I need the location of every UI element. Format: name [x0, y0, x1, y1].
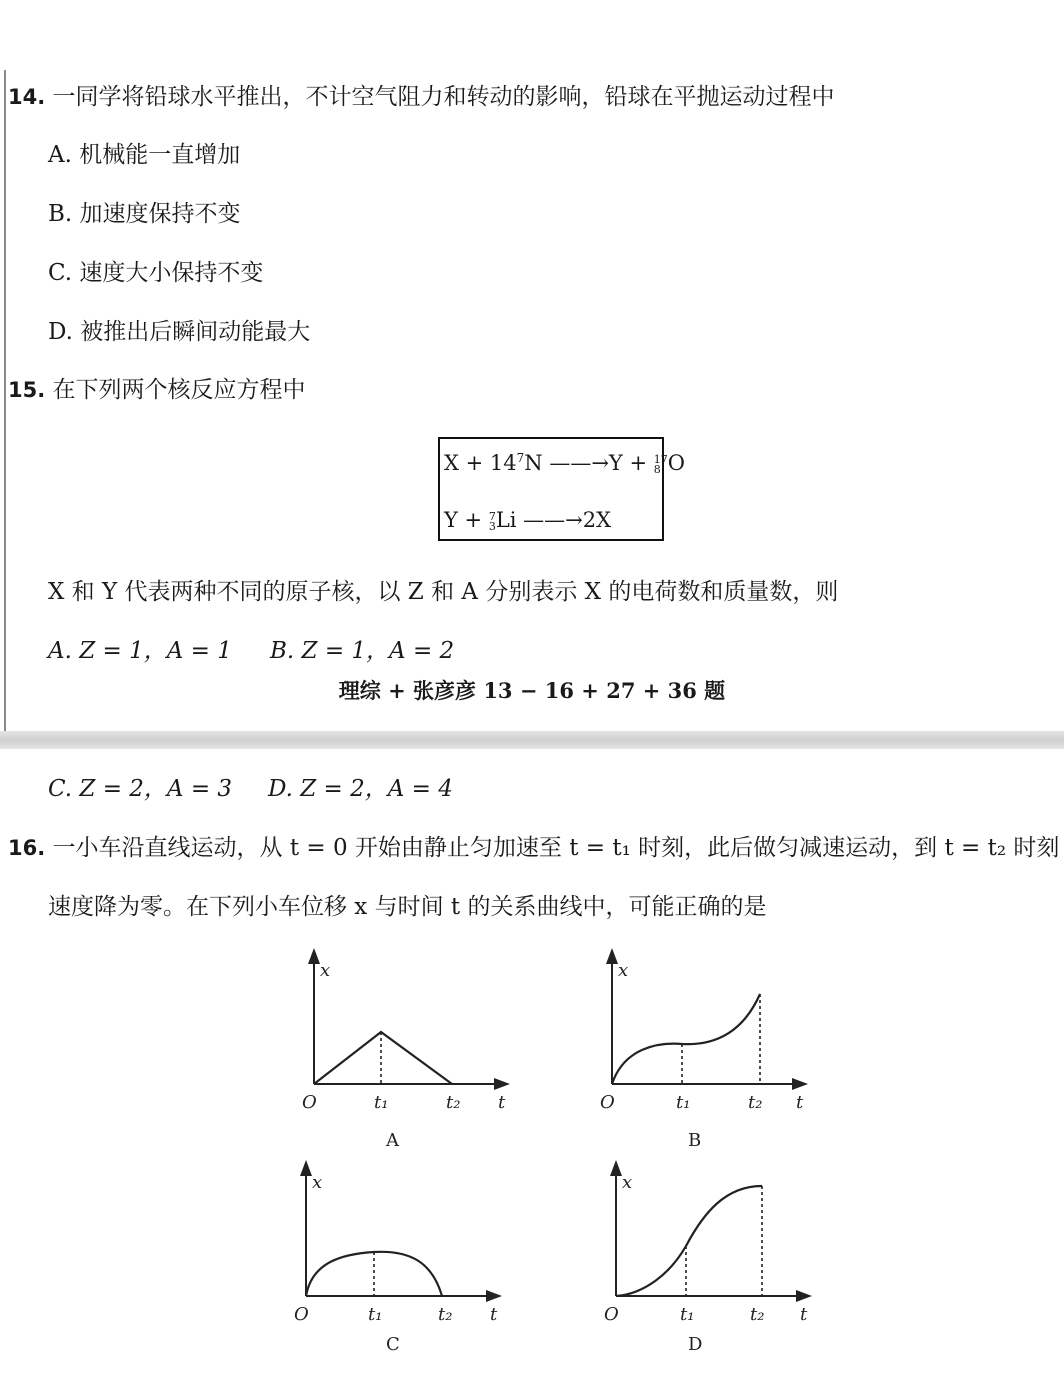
- q14-option-d: D. 被推出后瞬间动能最大: [48, 319, 311, 345]
- q16-stem-line-1: [8, 833, 1059, 863]
- q16-line2: 速度降为零。在下列小车位移 x 与时间 t 的关系曲线中，可能正确的是: [48, 894, 767, 920]
- t2-label: t₂: [748, 1092, 763, 1113]
- q14-stem: 一同学将铅球水平推出，不计空气阻力和转动的影响，铅球在平抛运动过程中: [52, 84, 835, 110]
- q16-line1: 一小车沿直线运动，从 t = 0 开始由静止匀加速至 t = t₁ 时刻，此后做匀减速运动，到 t = t₂ 时刻: [52, 835, 1060, 861]
- x-axis-label: t: [796, 1092, 804, 1113]
- t1-label: t₁: [676, 1092, 691, 1113]
- nuclear-equation-1: $X + 14^7N$ ——→Y + 17 8 O: [444, 451, 685, 476]
- graph-d: [592, 1162, 822, 1372]
- q14-option-a: A. 机械能一直增加: [48, 142, 241, 168]
- q15-option-b: B. Z = 1，A = 2: [270, 638, 455, 664]
- nuclear-equation-2: Y + 7 3 Li ——→2X: [444, 508, 612, 533]
- t2-label: t₂: [446, 1092, 461, 1113]
- origin-label: O: [604, 1304, 619, 1325]
- page-footer: 理综 + 张彦彦 13 − 16 + 27 + 36 题: [338, 678, 726, 703]
- q16-number: 16.: [8, 836, 46, 860]
- q14-option-b: B. 加速度保持不变: [48, 201, 241, 227]
- curve-a: [314, 1032, 452, 1084]
- q14-stem-line: [8, 82, 835, 112]
- q15-stem: 在下列两个核反应方程中: [52, 377, 306, 403]
- caption-c: C: [386, 1334, 400, 1355]
- y-axis-label: x: [618, 960, 629, 981]
- y-axis-label: x: [320, 960, 331, 981]
- caption-a: A: [386, 1130, 399, 1151]
- x-axis-label: t: [800, 1304, 808, 1325]
- caption-d: D: [688, 1334, 703, 1355]
- t2-label: t₂: [438, 1304, 453, 1325]
- origin-label: O: [600, 1092, 615, 1113]
- q14-number: 14.: [8, 85, 46, 109]
- q14-option-c: C. 速度大小保持不变: [48, 260, 264, 286]
- graph-b: [588, 950, 818, 1160]
- origin-label: O: [294, 1304, 309, 1325]
- t1-label: t₁: [368, 1304, 383, 1325]
- curve-b: [612, 994, 760, 1084]
- t1-label: t₁: [374, 1092, 389, 1113]
- q15-stem-line: [8, 375, 306, 405]
- nuclear-equations-box: [438, 437, 685, 541]
- q15-description: X 和 Y 代表两种不同的原子核，以 Z 和 A 分别表示 X 的电荷数和质量数，则: [48, 579, 839, 605]
- page-separator: [0, 731, 1064, 749]
- y-axis-label: x: [312, 1172, 323, 1193]
- graph-a: [290, 950, 520, 1160]
- caption-b: B: [688, 1130, 702, 1151]
- graph-c: [282, 1162, 512, 1372]
- t1-label: t₁: [680, 1304, 695, 1325]
- y-axis-label: x: [622, 1172, 633, 1193]
- t2-label: t₂: [750, 1304, 765, 1325]
- q15-option-d: D. Z = 2，A = 4: [268, 776, 453, 802]
- q15-option-a: A. Z = 1，A = 1: [48, 638, 232, 664]
- curve-d: [616, 1186, 762, 1296]
- x-axis-label: t: [498, 1092, 506, 1113]
- q15-number: 15.: [8, 378, 46, 402]
- origin-label: O: [302, 1092, 317, 1113]
- q15-option-c: C. Z = 2，A = 3: [48, 776, 233, 802]
- left-margin-rule: [4, 70, 6, 732]
- x-axis-label: t: [490, 1304, 498, 1325]
